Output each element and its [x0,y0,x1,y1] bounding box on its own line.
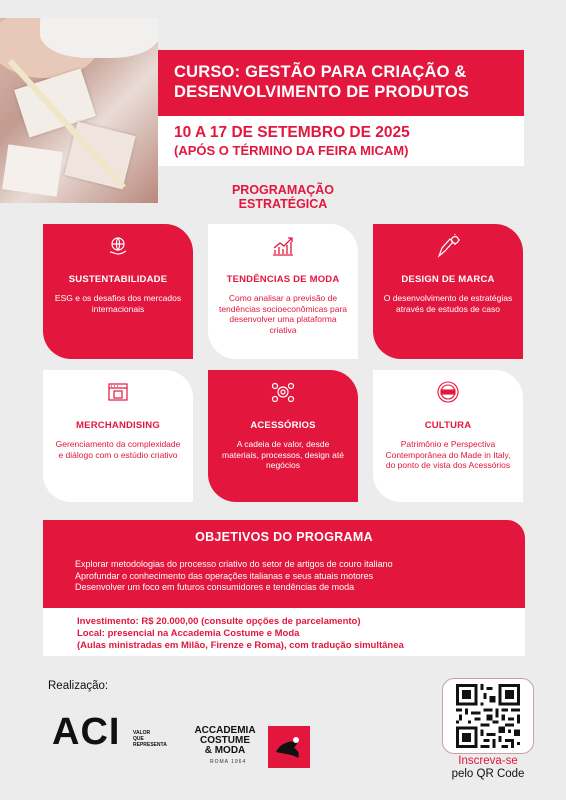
card-desc: O desenvolvimento de estratégias através de estudos de caso [383,293,513,314]
card-desc: Patrimônio e Perspectiva Contemporânea do Made in Italy, do ponto de vista dos Acessórios [385,439,511,470]
card-title: ACESSÓRIOS [250,420,316,431]
card-merchandising [43,370,193,502]
program-title [183,183,383,211]
qr-cta-line-2: pelo QR Code [451,768,525,780]
accademia-sub: ROMA 1964 [210,759,247,765]
date-note: (APÓS O TÉRMINO DA FEIRA MICAM) [174,143,409,158]
date-line: 10 A 17 DE SETEMBRO DE 2025 [174,124,410,141]
card-desc: ESG e os desafios dos mercados internacionais [54,293,182,314]
qr-call-to-action [432,755,544,781]
objective-item: Aprofundar o conhecimento das operações italianas e seus atuais motores [75,570,374,581]
card-tendencias [208,224,358,359]
pen-lightbulb-icon [373,234,523,258]
card-sustentabilidade [43,224,193,359]
accademia-emblem-icon [268,726,310,768]
card-title: MERCHANDISING [76,420,160,431]
gears-icon [208,380,358,404]
aci-tagline-1: VALOR [133,730,151,736]
accademia-name [184,726,266,756]
program-title-line-2: ESTRATÉGICA [238,197,328,211]
investment-line: Investimento: R$ 20.000,00 (consulte opções de parcelamento) [77,616,361,627]
card-cultura [373,370,523,502]
card-title: CULTURA [424,420,472,431]
card-desc: Gerenciamento da complexidade e diálogo com o estúdio criativo [55,439,181,460]
objective-item: Desenvolver um foco em futuros consumidores e tendências de moda [75,582,355,592]
card-title: TENDÊNCIAS DE MODA [226,274,340,285]
aci-tagline [133,730,167,748]
title-line-1: CURSO: GESTÃO PARA CRIAÇÃO & [174,63,467,81]
investment-info [43,608,525,656]
shop-icon [43,380,193,404]
aci-tagline-2: QUE [133,736,144,742]
globe-hand-icon [43,234,193,258]
card-acessorios [208,370,358,502]
accademia-logo [184,726,324,770]
qr-code[interactable] [442,678,534,754]
card-desc: Como analisar a previsão de tendências socioeconômicas para desenvolver uma plataforma criativa [218,293,348,335]
objectives-section [43,520,525,608]
course-dates [158,116,524,166]
objectives-list [75,559,525,594]
objectives-title: OBJETIVOS DO PROGRAMA [195,530,373,544]
card-title: SUSTENTABILIDADE [68,274,168,285]
aci-logo [52,712,182,764]
qr-cta-line-1: Inscreva-se [458,755,518,767]
card-design-marca [373,224,523,359]
growth-chart-icon [208,234,358,258]
aci-tagline-3: REPRESENTA [133,742,167,748]
hero-photo [0,18,158,203]
aci-logo-text: ACI [52,711,121,753]
course-title [158,50,524,116]
objective-item: Explorar metodologias do processo criativo do setor de artigos de couro italiano [75,559,393,569]
made-in-italy-stamp-icon [373,380,523,404]
classes-line: (Aulas ministradas em Milão, Firenze e Roma), com tradução simultânea [77,640,404,651]
program-title-line-1: PROGRAMAÇÃO [231,183,335,197]
card-title: DESIGN DE MARCA [401,274,495,285]
qr-code-icon [448,684,528,748]
accademia-line-2: COSTUME [200,735,250,746]
title-line-2: DESENVOLVIMENTO DE PRODUTOS [174,83,470,101]
realizacao-label: Realização: [48,680,109,692]
card-desc: A cadeia de valor, desde materiais, processos, design até negócios [222,439,344,470]
location-line: Local: presencial na Accademia Costume e Moda [77,628,300,639]
accademia-line-1: ACCADEMIA [194,725,256,736]
accademia-line-3: & MODA [204,745,246,756]
